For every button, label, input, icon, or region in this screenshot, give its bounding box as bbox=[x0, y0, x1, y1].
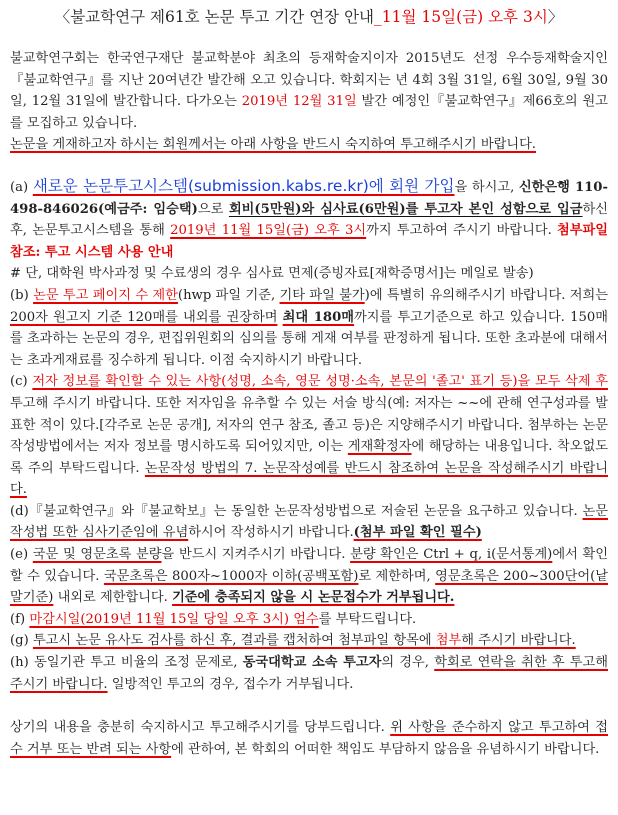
item-c-label: (c) bbox=[10, 374, 33, 390]
intro-text-2: 발간 예정인『불교학연구』제66호의 원고를 모집하고 있습니다. bbox=[10, 94, 608, 131]
item-e bbox=[10, 544, 608, 609]
item-f-label: (f) bbox=[10, 611, 30, 627]
other-file-note: 기타 파일 불가 bbox=[279, 287, 365, 303]
item-d-text-2: 하시어 작성하시기 바랍니다. bbox=[188, 525, 354, 541]
item-g-label: (g) bbox=[10, 633, 33, 649]
deadline-strict: 마감시일(2019년 11월 15일 당일 오후 3시) 엄수 bbox=[29, 611, 319, 627]
intro-date: 2019년 12월 31일 bbox=[241, 94, 357, 110]
closing-text-1: 상기의 내용을 충분히 숙지하시고 투고해주시기를 당부드립니다. bbox=[10, 720, 391, 736]
confirmed-author-note: 게재확정자 bbox=[347, 439, 412, 455]
item-h-text-1: (h) 동일기관 투고 비율의 조정 문제로, bbox=[10, 655, 243, 671]
item-h-text-3: 일방적인 투고의 경우, 접수가 거부됩니다. bbox=[107, 676, 354, 692]
page-limit: 논문 투고 페이지 수 제한 bbox=[33, 287, 178, 303]
item-e-text-2: 에서 확인할 수 있습니다. bbox=[10, 547, 608, 584]
title-close: 〉 bbox=[547, 8, 564, 26]
item-c-text-1: 투고해 주시기 바랍니다. 또한 저자임을 유추할 수 있는 서술 방식(예: 저자는 ~~에 관해 연구성과를 발표한 적이 있다.[각주로 논문 공개], 저자의 연구 참조, 졸고 등)은 지양해주시기 바랍니다. 첨부하는 논문작성방법에서는 저자 정보를 명시하도록 되어있지만, 이는 bbox=[10, 395, 608, 455]
contact-society-note: 학회로 연락을 취한 후 투고해 주시기 바랍니다. bbox=[10, 655, 608, 692]
item-h-text-2: 의 경우, bbox=[381, 655, 435, 671]
item-b-label: (b) bbox=[10, 287, 34, 303]
intro-text-1: 불교학연구회는 한국연구재단 불교학분야 최초의 등재학술지이자 2015년도 선정 우수등재학술지인『불교학연구』를 지난 20여년간 발간해 오고 있습니다. 학회지는 년 4회 3월 31일, 6월 30일, 9월 30일, 12월 31일에 발간합니다. 다가오는 bbox=[10, 51, 608, 110]
deadline: 2019년 11월 15일(금) 오후 3시 bbox=[170, 223, 367, 239]
writing-method-reference: 논문작성 방법의 7. 논문작성예를 반드시 참조하여 논문을 작성해주시기 바랍니다. bbox=[10, 460, 608, 498]
spacer bbox=[10, 695, 608, 717]
item-b-text-2: )에 특별히 유의해주시기 바랍니다. 저희는 bbox=[364, 287, 608, 303]
fee-exemption-note bbox=[10, 263, 608, 285]
item-c-text-2: 에 해당하는 내용입니다. 착오없도록 주의 부탁드립니다. bbox=[10, 439, 608, 476]
item-h bbox=[10, 652, 608, 695]
item-a-label: (a) bbox=[10, 179, 33, 195]
attachment-note: 첨부파일 참조: 투고 시스템 사용 안내 bbox=[10, 223, 608, 260]
compliance-warning: 위 사항을 준수하지 않고 투고하여 접수 거부 또는 반려 되는 사항 bbox=[10, 720, 608, 757]
title-open: 〈불교학연구 제61호 논문 투고 기간 연장 안내 bbox=[54, 8, 375, 26]
item-a bbox=[10, 176, 608, 263]
attach-word: 첨부 bbox=[435, 633, 462, 649]
max-length: 최대 180매 bbox=[282, 309, 354, 325]
item-e-label: (e) bbox=[10, 547, 33, 563]
length-check-method: 분량 확인은 Ctrl + q, i(문서통계) bbox=[350, 547, 553, 563]
title-highlight: _11월 15일(금) 오후 3시 bbox=[374, 8, 548, 26]
item-e-text-4: 내외로 제한합니다. bbox=[53, 590, 173, 606]
item-b-text-3: 까지를 투고기준으로 하고 있습니다. 150매를 초과하는 논문의 경우, 편집위원회의 심의를 통해 게재 여부를 판정하게 됩니다. 또한 초과분에 대해서는 초과게재료를 징수하게 됩니다. 이점 숙지하시기 바랍니다. bbox=[10, 309, 608, 368]
item-a-text-1: 을 하시고, bbox=[454, 179, 519, 195]
submission-system-link[interactable]: 새로운 논문투고시스템(submission.kabs.re.kr)에 회원 가입 bbox=[32, 176, 455, 195]
item-g-text-2: 해 주시기 바랍니다. bbox=[461, 633, 576, 649]
bank-account: 신한은행 110-498-846026(예금주: 임승택) bbox=[10, 179, 608, 217]
item-e-text-3: 로 제한하며, bbox=[358, 568, 436, 584]
item-g bbox=[10, 630, 608, 652]
item-c bbox=[10, 371, 608, 501]
item-g-text-1: 를 하신 후, 결과를 캡처하여 첨부파일 항목에 bbox=[172, 633, 436, 649]
item-b bbox=[10, 285, 608, 371]
item-f-text-1: 를 부탁드립니다. bbox=[318, 611, 417, 627]
dongguk-submitters: 동국대학교 소속 투고자 bbox=[242, 655, 382, 671]
fee-exemption-text: # 단, 대학원 박사과정 및 수료생의 경우 심사료 면제(증빙자료[재학증명서]는 메일로 발송) bbox=[10, 266, 534, 282]
spacer bbox=[10, 156, 608, 176]
rejection-warning: 기준에 충족되지 않을 시 논문접수가 거부됩니다. bbox=[172, 590, 455, 606]
closing-paragraph bbox=[10, 717, 608, 760]
writing-standard-note: 논문작성법 또한 심사기준임에 유념 bbox=[10, 503, 608, 541]
closing-text-2: 에 관하여, 본 학회의 어떠한 책임도 부담하지 않음을 유념하시기 바랍니다. bbox=[171, 741, 600, 757]
item-d bbox=[10, 501, 608, 544]
item-f bbox=[10, 609, 608, 631]
item-a-text-2: 으로 bbox=[197, 201, 229, 217]
page-title bbox=[10, 6, 608, 28]
item-a-text-3: 하신 후, 논문투고시스템을 통해 bbox=[10, 201, 609, 239]
intro-notice-text: 논문을 게재하고자 하시는 회원께서는 아래 사항을 반드시 숙지하여 투고해주시기 바랍니다. bbox=[10, 137, 537, 153]
item-e-text-1: 을 반드시 지켜주시기 바랍니다. bbox=[161, 547, 351, 563]
attachment-check-required: (첨부 파일 확인 필수) bbox=[353, 525, 482, 541]
length-standard: 200자 원고지 기준 120매를 내외를 권장하며 bbox=[10, 309, 278, 325]
abstract-length: 국문 및 영문초록 분량 bbox=[32, 547, 162, 563]
english-abstract-limit: 영문초록은 200~300단어(낱말기준) bbox=[10, 568, 609, 606]
intro-notice bbox=[10, 134, 608, 156]
korean-abstract-limit: 국문초록은 800자~1000자 이하(공백포함) bbox=[103, 568, 359, 584]
intro-paragraph bbox=[10, 48, 608, 134]
item-b-text-1: (hwp 파일 기준, bbox=[177, 287, 280, 303]
author-info-removal: 저자 정보를 확인할 수 있는 사항(성명, 소속, 영문 성명·소속, 본문의 '졸고' 표기 등)을 모두 삭제 후 bbox=[32, 374, 608, 390]
item-d-text-1: (d)『불교학연구』와『불교학보』는 동일한 논문작성방법으로 저술된 논문을 요구하고 있습니다. bbox=[10, 503, 583, 519]
similarity-check: 투고시 논문 유사도 검사 bbox=[32, 633, 173, 649]
item-a-text-4: 까지 투고하여 주시기 바랍니다. bbox=[366, 223, 558, 239]
fee-notice: 회비(5만원)와 심사료(6만원)를 투고자 본인 성함으로 입금 bbox=[228, 201, 583, 217]
